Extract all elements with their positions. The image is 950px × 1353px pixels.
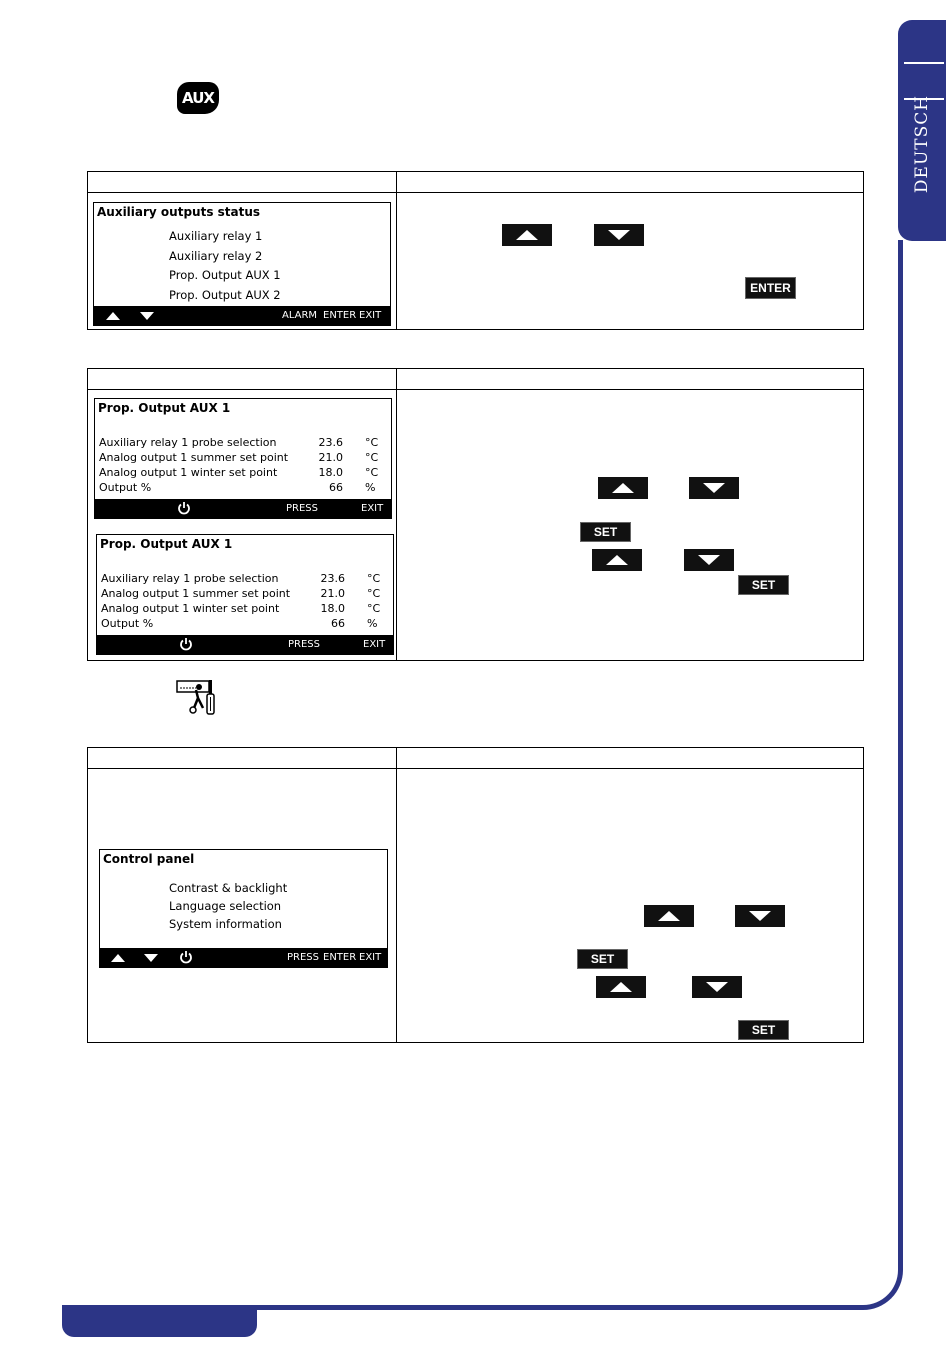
power-icon[interactable] xyxy=(179,637,193,651)
param-name: Analog output 1 winter set point xyxy=(101,602,280,615)
menu-item-system-information[interactable]: System information xyxy=(169,917,282,931)
param-unit: °C xyxy=(367,572,381,585)
param-row[interactable] xyxy=(101,617,383,631)
table-column-divider xyxy=(396,369,397,660)
param-name: Auxiliary relay 1 probe selection xyxy=(99,436,277,449)
lcd-control-panel xyxy=(99,849,388,968)
power-icon[interactable] xyxy=(177,501,191,515)
param-name: Output % xyxy=(99,481,152,494)
param-value: 21.0 xyxy=(318,451,343,464)
menu-item-prop-output-aux-2[interactable]: Prop. Output AUX 2 xyxy=(169,288,281,302)
lcd-prop-output-aux-1-edit xyxy=(96,534,394,655)
param-value: 18.0 xyxy=(320,602,345,615)
softkey-exit[interactable]: EXIT xyxy=(363,639,386,650)
param-value: 66 xyxy=(331,617,345,630)
param-value: 23.6 xyxy=(318,436,343,449)
param-row[interactable] xyxy=(101,602,383,616)
param-unit: °C xyxy=(365,436,379,449)
param-unit: % xyxy=(367,617,378,630)
param-unit: °C xyxy=(367,587,381,600)
param-row[interactable] xyxy=(101,572,383,586)
param-row[interactable] xyxy=(101,587,383,601)
param-row[interactable] xyxy=(99,481,381,495)
param-row[interactable] xyxy=(99,436,381,450)
softkey-enter[interactable]: ENTER xyxy=(323,952,357,963)
up-key-icon xyxy=(596,976,646,998)
page-frame-corner xyxy=(858,1230,903,1310)
softkey-alarm[interactable]: ALARM xyxy=(282,310,318,321)
up-key-icon xyxy=(592,549,642,571)
arrow-down-icon[interactable] xyxy=(140,312,154,320)
menu-item-aux-relay-1[interactable]: Auxiliary relay 1 xyxy=(169,229,263,243)
lcd-softkey-bar xyxy=(94,306,390,325)
language-tab xyxy=(898,20,946,241)
menu-item-language-selection[interactable]: Language selection xyxy=(169,899,282,913)
down-key-icon xyxy=(594,224,644,246)
down-key-icon xyxy=(684,549,734,571)
softkey-press[interactable]: PRESS xyxy=(287,952,319,963)
table-header-row xyxy=(88,172,863,193)
table-header-row xyxy=(88,748,863,769)
lcd-prop-output-aux-1 xyxy=(94,398,392,519)
lcd-softkey-bar xyxy=(97,635,393,654)
lcd-aux-outputs-status xyxy=(93,202,391,326)
arrow-up-icon[interactable] xyxy=(111,954,125,962)
param-name: Auxiliary relay 1 probe selection xyxy=(101,572,279,585)
softkey-press[interactable]: PRESS xyxy=(286,503,318,514)
param-value: 23.6 xyxy=(320,572,345,585)
param-unit: °C xyxy=(365,466,379,479)
softkey-press[interactable]: PRESS xyxy=(288,639,320,650)
language-tab-label: DEUTSCH xyxy=(912,94,932,194)
param-value: 66 xyxy=(329,481,343,494)
aux-status-table xyxy=(87,171,864,330)
param-unit: °C xyxy=(367,602,381,615)
power-icon[interactable] xyxy=(179,950,193,964)
param-name: Output % xyxy=(101,617,154,630)
softkey-enter[interactable]: ENTER xyxy=(323,310,357,321)
page-number-tab xyxy=(62,1305,257,1337)
softkey-exit[interactable]: EXIT xyxy=(359,310,382,321)
enter-key-icon: ENTER xyxy=(745,277,796,299)
softkey-exit[interactable]: EXIT xyxy=(359,952,382,963)
set-key-icon: SET xyxy=(580,522,631,542)
menu-item-prop-output-aux-1[interactable]: Prop. Output AUX 1 xyxy=(169,268,281,282)
down-key-icon xyxy=(735,905,785,927)
up-key-icon xyxy=(598,477,648,499)
prop-output-table xyxy=(87,368,864,661)
down-key-icon xyxy=(692,976,742,998)
arrow-up-icon[interactable] xyxy=(106,312,120,320)
param-name: Analog output 1 summer set point xyxy=(99,451,289,464)
table-column-divider xyxy=(396,748,397,1042)
param-row[interactable] xyxy=(99,451,381,465)
up-key-icon xyxy=(502,224,552,246)
param-unit: % xyxy=(365,481,376,494)
lcd-title: Prop. Output AUX 1 xyxy=(98,401,231,415)
lcd-softkey-bar xyxy=(95,499,391,518)
table-header-row xyxy=(88,369,863,390)
param-name: Analog output 1 summer set point xyxy=(101,587,291,600)
aux-icon-text: AUX xyxy=(182,89,214,107)
set-key-icon: SET xyxy=(577,949,628,969)
softkey-exit[interactable]: EXIT xyxy=(361,503,384,514)
param-name: Analog output 1 winter set point xyxy=(99,466,278,479)
lcd-title: Auxiliary outputs status xyxy=(97,205,261,219)
table-column-divider xyxy=(396,172,397,329)
lcd-title: Prop. Output AUX 1 xyxy=(100,537,233,551)
arrow-down-icon[interactable] xyxy=(144,954,158,962)
lcd-softkey-bar xyxy=(100,948,387,967)
language-tab-label-box xyxy=(906,64,938,224)
set-key-icon: SET xyxy=(738,575,789,595)
param-unit: °C xyxy=(365,451,379,464)
set-key-icon: SET xyxy=(738,1020,789,1040)
down-key-icon xyxy=(689,477,739,499)
param-value: 18.0 xyxy=(318,466,343,479)
menu-item-contrast-backlight[interactable]: Contrast & backlight xyxy=(169,881,288,895)
lcd-title: Control panel xyxy=(103,852,195,866)
aux-icon xyxy=(177,82,219,114)
page-frame-right xyxy=(898,240,903,1270)
param-value: 21.0 xyxy=(320,587,345,600)
tool-panel-icon xyxy=(176,678,220,716)
control-panel-table xyxy=(87,747,864,1043)
up-key-icon xyxy=(644,905,694,927)
menu-item-aux-relay-2[interactable]: Auxiliary relay 2 xyxy=(169,249,263,263)
param-row[interactable] xyxy=(99,466,381,480)
